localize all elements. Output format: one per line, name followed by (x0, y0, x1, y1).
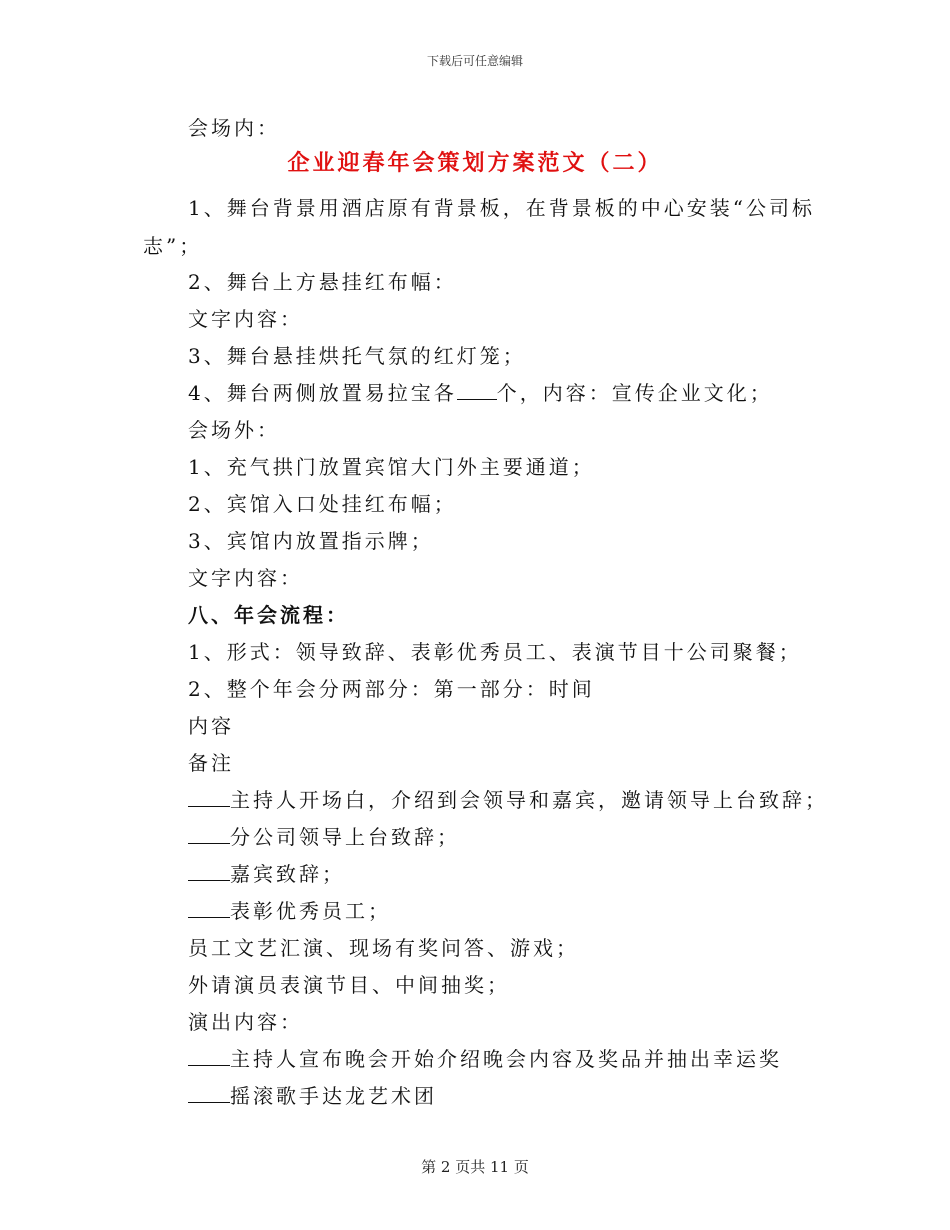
page-title: 企业迎春年会策划方案范文（二） (287, 150, 663, 176)
line-outside-1: 1、充气拱门放置宾馆大门外主要通道； (188, 455, 595, 479)
blank-underline (457, 381, 497, 400)
header-note: 下载后可任意编辑 (426, 54, 523, 68)
line-text-content-1: 文字内容： (188, 307, 303, 331)
line-program-6: 外请演员表演节目、中间抽奖； (188, 973, 510, 997)
line-outside-3: 3、宾馆内放置指示牌； (188, 529, 434, 553)
blank-underline (188, 1047, 230, 1066)
line-program-5: 员工文艺汇演、现场有奖问答、游戏； (188, 936, 579, 960)
line-content-label: 内容 (188, 714, 234, 738)
blank-underline (188, 899, 230, 918)
line-item-2: 2、舞台上方悬挂红布幅： (188, 270, 457, 294)
line-text-content-2: 文字内容： (188, 566, 303, 590)
line-program-3 (188, 862, 345, 886)
line-show-content: 演出内容： (188, 1010, 303, 1034)
line-flow-2: 2、整个年会分两部分：第一部分：时间 (188, 677, 595, 701)
program-1-text: 主持人开场白，介绍到会领导和嘉宾，邀请领导上台致辞； (230, 788, 828, 812)
program-3-text: 嘉宾致辞； (230, 862, 345, 886)
line-remark-label: 备注 (188, 751, 234, 775)
line-show-1 (188, 1047, 782, 1071)
line-program-2 (188, 825, 460, 849)
program-2-text: 分公司领导上台致辞； (230, 825, 460, 849)
program-4-text: 表彰优秀员工； (230, 899, 391, 923)
blank-underline (188, 1084, 230, 1103)
line-item-3: 3、舞台悬挂烘托气氛的红灯笼； (188, 344, 526, 368)
line-item-1b: 志”； (143, 234, 203, 258)
section-heading-8: 八、年会流程： (188, 603, 349, 627)
line-item-4 (188, 381, 773, 405)
show-1-text: 主持人宣布晚会开始介绍晚会内容及奖品并抽出幸运奖 (230, 1047, 782, 1071)
line-program-4 (188, 899, 391, 923)
line-flow-1: 1、形式：领导致辞、表彰优秀员工、表演节目十公司聚餐； (188, 640, 802, 664)
line-item-1a: 1、舞台背景用酒店原有背景板，在背景板的中心安装“公司标 (188, 196, 815, 220)
page-footer: 第 2 页共 11 页 (421, 1158, 529, 1176)
item-4-suffix: 个，内容：宣传企业文化； (496, 381, 773, 405)
line-program-1 (188, 788, 828, 812)
line-venue-inside: 会场内： (188, 116, 280, 140)
blank-underline (188, 862, 230, 881)
item-4-prefix: 4、舞台两侧放置易拉宝各 (188, 381, 457, 405)
show-2-text: 摇滚歌手达龙艺术团 (230, 1084, 437, 1108)
blank-underline (188, 825, 230, 844)
line-show-2 (188, 1084, 437, 1108)
line-venue-outside: 会场外： (188, 418, 280, 442)
blank-underline (188, 788, 230, 807)
line-outside-2: 2、宾馆入口处挂红布幅； (188, 492, 457, 516)
